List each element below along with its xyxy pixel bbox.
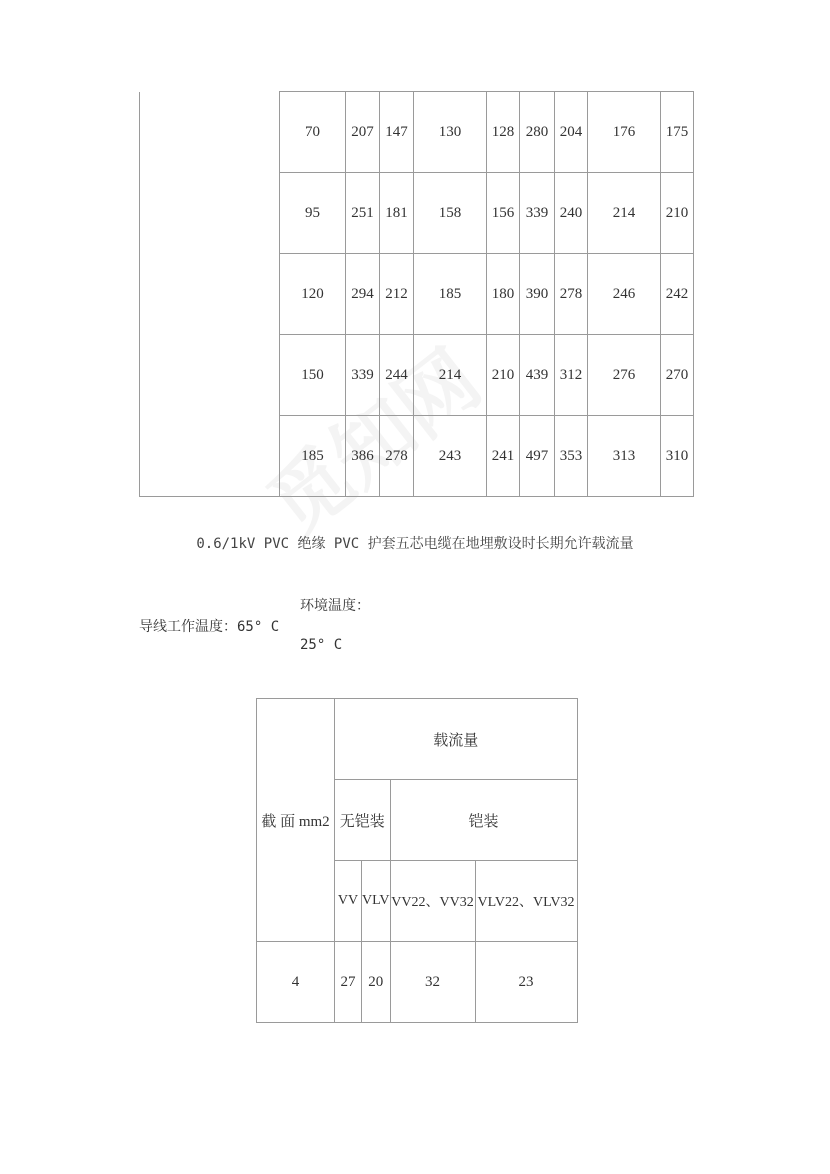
table-cell: 240	[555, 173, 588, 254]
table-cell: 280	[520, 92, 555, 173]
col-vv22-header: VV22、VV32	[390, 861, 475, 942]
table-cell: 204	[555, 92, 588, 173]
table-cell: 270	[661, 335, 694, 416]
table-cell: 246	[588, 254, 661, 335]
table-cell: 128	[487, 92, 520, 173]
table-cell: 158	[414, 173, 487, 254]
table-cell: 120	[280, 254, 346, 335]
table-cell: 176	[588, 92, 661, 173]
table-cell: 27	[335, 942, 362, 1023]
col-vv-header: VV	[335, 861, 362, 942]
table-cell: 276	[588, 335, 661, 416]
table-cell: 32	[390, 942, 475, 1023]
table-cell: 156	[487, 173, 520, 254]
table-cell: 241	[487, 416, 520, 497]
ambient-temperature-value: 25° C	[300, 637, 343, 653]
conductor-temperature-label: 导线工作温度：65° C	[139, 619, 280, 635]
armored-header: 铠装	[390, 780, 577, 861]
table-cell: 147	[380, 92, 414, 173]
table-cell: 175	[661, 92, 694, 173]
table-cell: 210	[487, 335, 520, 416]
table-cell: 339	[520, 173, 555, 254]
ambient-temperature-label: 环境温度：	[300, 598, 370, 614]
table-caption: 0.6/1kV PVC 绝缘 PVC 护套五芯电缆在地埋敷设时长期允许载流量	[196, 536, 634, 552]
table-cell: 251	[346, 173, 380, 254]
section-header: 截 面 mm2	[257, 699, 335, 942]
table-cell: 244	[380, 335, 414, 416]
table-cell: 95	[280, 173, 346, 254]
table-cell: 310	[661, 416, 694, 497]
table-cell: 313	[588, 416, 661, 497]
table-cell: 339	[346, 335, 380, 416]
table-cell: 214	[414, 335, 487, 416]
col-vlv-header: VLV	[362, 861, 391, 942]
table-row	[140, 92, 694, 173]
col-vlv22-header: VLV22、VLV32	[475, 861, 577, 942]
table-cell: 180	[487, 254, 520, 335]
table-cell: 243	[414, 416, 487, 497]
table-header-row	[257, 699, 578, 780]
table-cell: 150	[280, 335, 346, 416]
table-cell: 4	[257, 942, 335, 1023]
table-cell: 386	[346, 416, 380, 497]
ampacity-header: 载流量	[335, 699, 578, 780]
table-cell: 353	[555, 416, 588, 497]
table-cell: 23	[475, 942, 577, 1023]
table-cell: 210	[661, 173, 694, 254]
table-cell: 207	[346, 92, 380, 173]
table-cell: 312	[555, 335, 588, 416]
table-cell: 278	[555, 254, 588, 335]
table-cell: 294	[346, 254, 380, 335]
table-cell: 278	[380, 416, 414, 497]
table-cell: 130	[414, 92, 487, 173]
blank-category-cell	[140, 92, 280, 497]
table-cell: 439	[520, 335, 555, 416]
unarmored-header: 无铠装	[335, 780, 391, 861]
table-cell: 181	[380, 173, 414, 254]
ampacity-table-continued	[139, 91, 694, 497]
table-cell: 212	[380, 254, 414, 335]
table-cell: 390	[520, 254, 555, 335]
table-cell: 70	[280, 92, 346, 173]
table-cell: 497	[520, 416, 555, 497]
table-cell: 214	[588, 173, 661, 254]
table-cell: 185	[414, 254, 487, 335]
table-cell: 20	[362, 942, 391, 1023]
table-row	[257, 942, 578, 1023]
table-cell: 185	[280, 416, 346, 497]
table-cell: 242	[661, 254, 694, 335]
five-core-ampacity-table	[256, 698, 578, 1023]
